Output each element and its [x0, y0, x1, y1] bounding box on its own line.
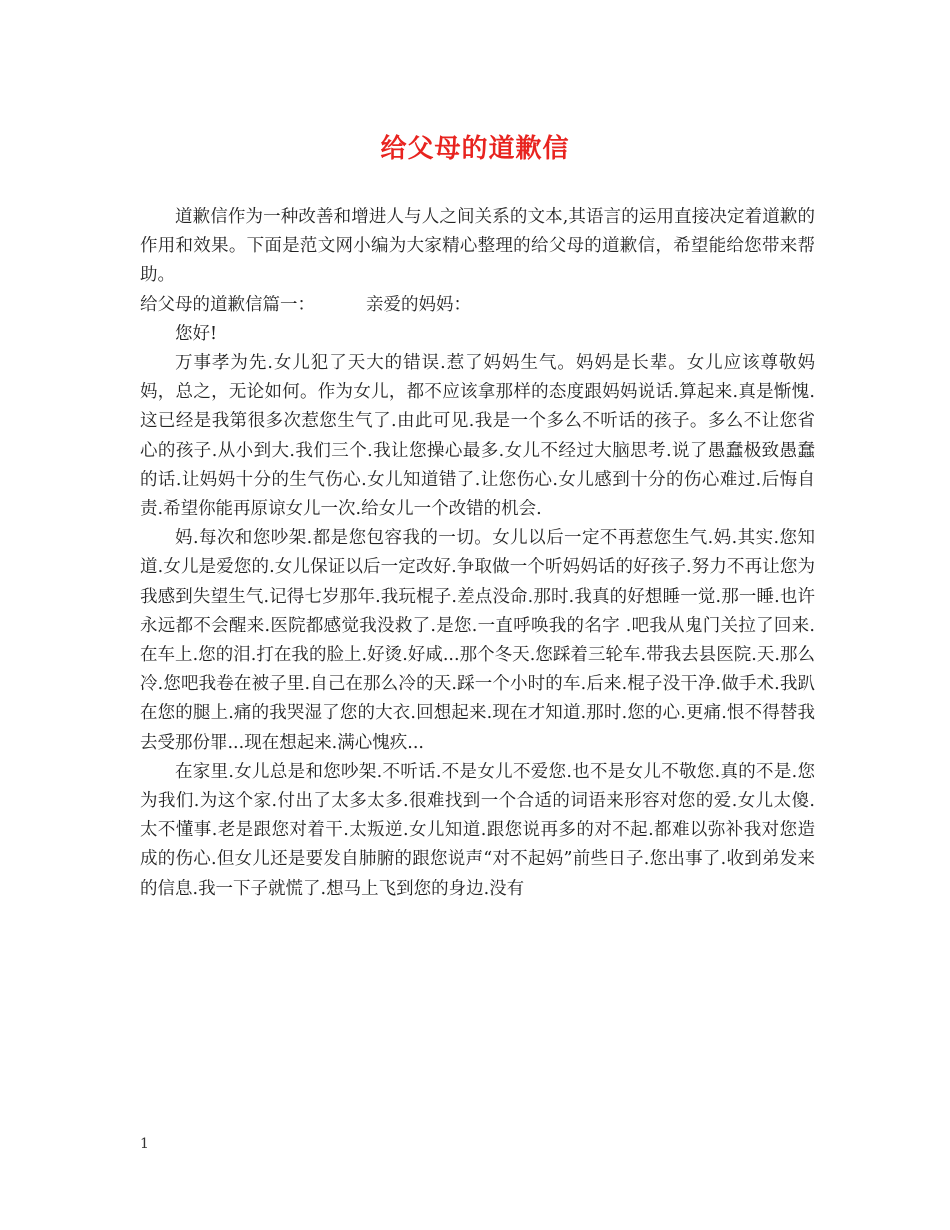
page-number: 1 — [140, 1136, 149, 1152]
section-heading-line — [140, 291, 815, 320]
body-paragraph: 万事孝为先.女儿犯了天大的错误.惹了妈妈生气。妈妈是长辈。女儿应该尊敬妈妈，总之，无论如何。作为女儿，都不应该拿那样的态度跟妈妈说话.算起来.真是惭愧.这已经是我第很多次惹您生气了.由此可见.我是一个多么不听话的孩子。多么不让您省心的孩子.从小到大.我们三个.我让您操心最多.女儿不经过大脑思考.说了愚蠢极致愚蠢的话.让妈妈十分的生气伤心.女儿知道错了.让您伤心.女儿感到十分的伤心难过.后悔自责.希望你能再原谅女儿一次.给女儿一个改错的机会. — [140, 353, 815, 520]
salutation: 亲爱的妈妈： — [366, 294, 471, 315]
document-body — [140, 203, 815, 904]
document-title: 给父母的道歉信 — [380, 134, 570, 164]
body-paragraph: 在家里.女儿总是和您吵架.不听话.不是女儿不爱您.也不是女儿不敬您.真的不是.您为我们.为这个家.付出了太多太多.很难找到一个合适的词语来形容对您的爱.女儿太傻.太不懂事.老是跟您对着干.太叛逆.女儿知道.跟您说再多的对不起.都难以弥补我对您造成的伤心.但女儿还是要发自肺腑的跟您说声“对不起妈”前些日子.您出事了.收到弟发来的信息.我一下子就慌了.想马上飞到您的身边.没有 — [140, 761, 815, 899]
greeting: 您好! — [175, 323, 218, 344]
body-paragraph: 妈.每次和您吵架.都是您包容我的一切。女儿以后一定不再惹您生气.妈.其实.您知道.女儿是爱您的.女儿保证以后一定改好.争取做一个听妈妈话的好孩子.努力不再让您为我感到失望生气.记得七岁那年.我玩棍子.差点没命.那时.我真的好想睡一觉.那一睡.也许永远都不会醒来.医院都感觉我没救了.是您.一直呼唤我的名字 .吧我从鬼门关拉了回来.在车上.您的泪.打在我的脸上.好烫.好咸...那个冬天.您踩着三轮车.带我去县医院.天.那么冷.您吧我卷在被子里.自己在那么冷的天.踩一个小时的车.后来.棍子没干净.做手术.我趴在您的腿上.痛的我哭湿了您的大衣.回想起来.现在才知道.那时.您的心.更痛.恨不得替我去受那份罪...现在想起来.满心愧疚... — [140, 528, 815, 753]
section-heading: 给父母的道歉信篇一： — [140, 294, 315, 315]
intro-paragraph: 道歉信作为一种改善和增进人与人之间关系的文本,其语言的运用直接决定着道歉的作用和效果。下面是范文网小编为大家精心整理的给父母的道歉信，希望能给您带来帮助。 — [140, 207, 815, 286]
